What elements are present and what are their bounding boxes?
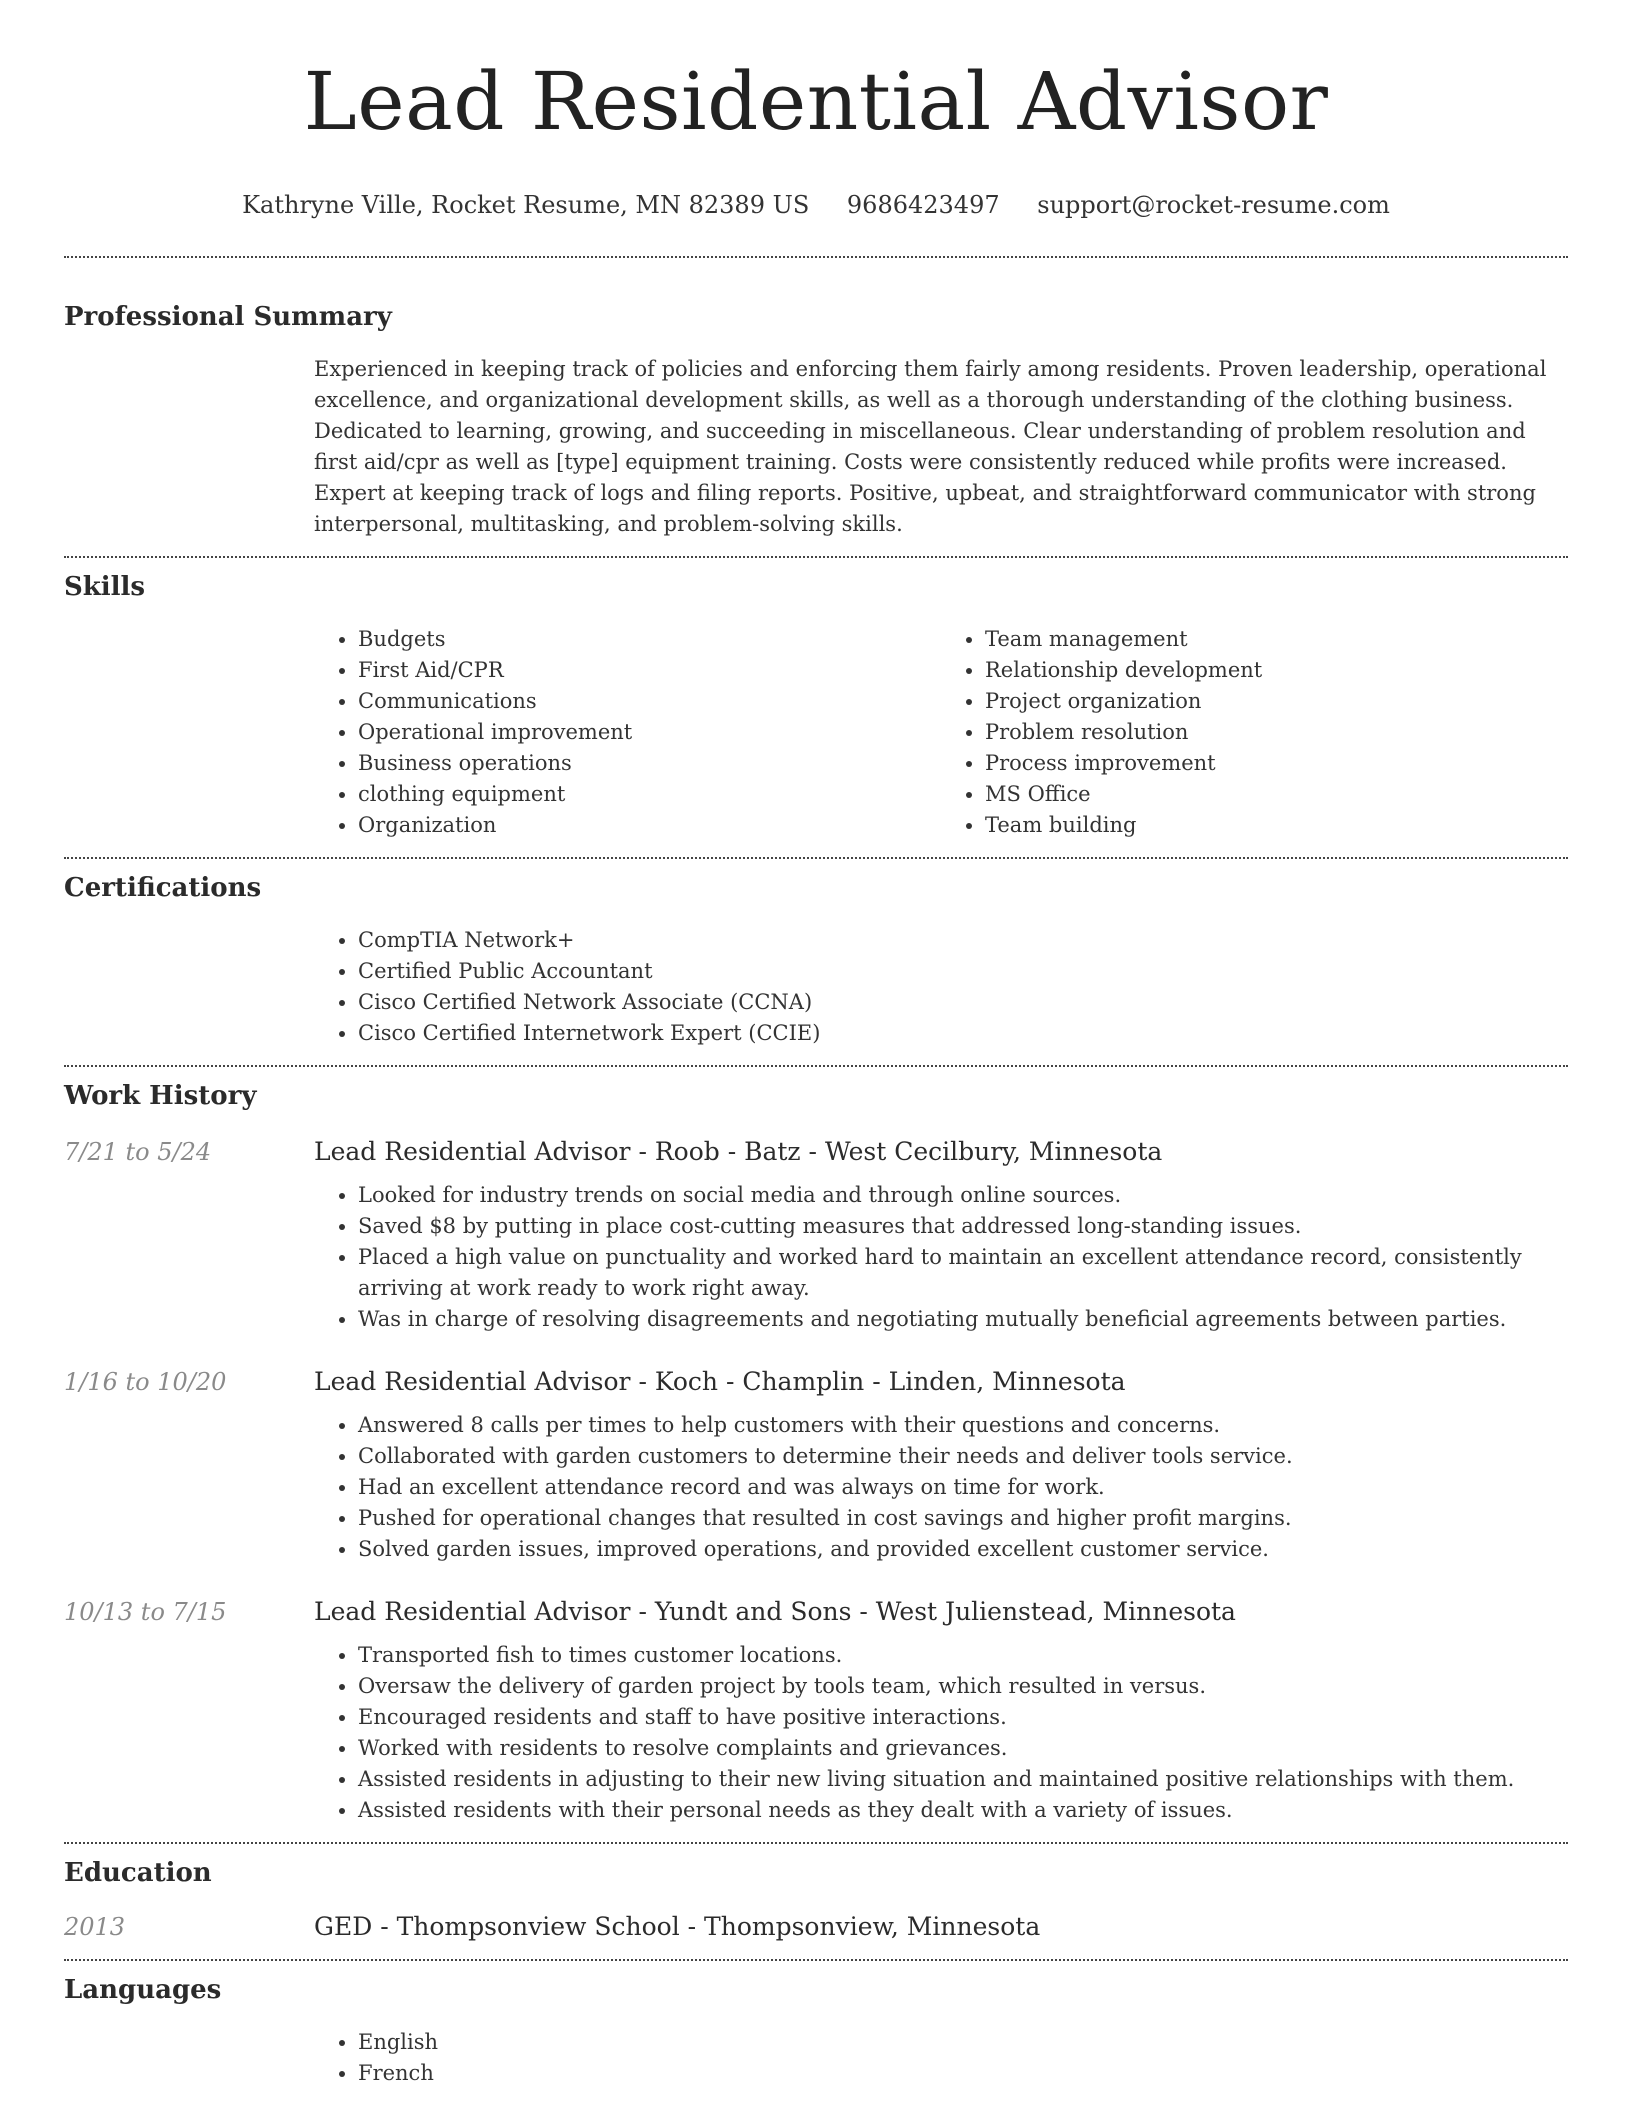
job-entry [64,1597,1568,1826]
languages-list [314,2027,1568,2089]
language-item: • French [358,2058,1568,2089]
skill-item: • Budgets [358,624,941,655]
divider [64,1842,1568,1844]
skill-item: • Process improvement [985,748,1568,779]
job-entry [64,1137,1568,1335]
certification-item: • Cisco Certified Network Associate (CCNA) [358,987,1568,1018]
job-bullet: • Answered 8 calls per times to help customers with their questions and concerns. [358,1410,1568,1441]
job-bullet: • Saved $8 by putting in place cost-cutting measures that addressed long-standing issues. [358,1211,1568,1242]
skill-item: • MS Office [985,779,1568,810]
skill-item: • First Aid/CPR [358,655,941,686]
contact-address: Kathryne Ville, Rocket Resume, MN 82389 US [242,191,810,219]
education-entry [64,1912,1568,1941]
certification-item: • Certified Public Accountant [358,956,1568,987]
section-title-summary: Professional Summary [64,302,392,332]
job-bullet: • Oversaw the delivery of garden project by tools team, which resulted in versus. [358,1671,1568,1702]
job-bullet: • Collaborated with garden customers to determine their needs and deliver tools service. [358,1441,1568,1472]
job-bullet: • Was in charge of resolving disagreements and negotiating mutually beneficial agreements between parties. [358,1304,1568,1335]
skills-left-column [314,624,941,841]
contact-phone: 9686423497 [846,191,1000,219]
skill-item: • Problem resolution [985,717,1568,748]
job-title: Lead Residential Advisor - Roob - Batz - West Cecilbury, Minnesota [314,1137,1163,1166]
skill-item: • Project organization [985,686,1568,717]
job-title: Lead Residential Advisor - Koch - Champlin - Linden, Minnesota [314,1367,1126,1396]
job-dates: 7/21 to 5/24 [64,1138,212,1166]
skill-item: • Operational improvement [358,717,941,748]
job-bullet: • Transported fish to times customer locations. [358,1640,1568,1671]
job-entry [64,1367,1568,1565]
job-bullets [314,1410,1568,1565]
job-bullet: • Encouraged residents and staff to have positive interactions. [358,1702,1568,1733]
resume-page [64,0,1568,2089]
divider [64,1959,1568,1961]
language-item: • English [358,2027,1568,2058]
job-bullet: • Pushed for operational changes that resulted in cost savings and higher profit margins. [358,1503,1568,1534]
skills-list [314,624,1568,841]
section-title-languages: Languages [64,1975,222,2005]
skills-right-column [941,624,1568,841]
certification-item: • CompTIA Network+ [358,925,1568,956]
education-detail: GED - Thompsonview School - Thompsonview, Minnesota [314,1912,1041,1941]
certifications-list [314,925,1568,1049]
section-title-education: Education [64,1858,212,1888]
section-title-skills: Skills [64,572,146,602]
job-bullet: • Looked for industry trends on social media and through online sources. [358,1180,1568,1211]
skill-item: • Team management [985,624,1568,655]
job-bullet: • Assisted residents in adjusting to their new living situation and maintained positive relationships with them. [358,1764,1568,1795]
certification-item: • Cisco Certified Internetwork Expert (CCIE) [358,1018,1568,1049]
skill-item: • clothing equipment [358,779,941,810]
divider [64,857,1568,859]
skill-item: • Relationship development [985,655,1568,686]
job-bullets [314,1640,1568,1826]
contact-line [64,190,1568,220]
job-title: Lead Residential Advisor - Yundt and Sons - West Julienstead, Minnesota [314,1597,1236,1626]
job-bullets [314,1180,1568,1335]
skill-item: • Business operations [358,748,941,779]
job-dates: 10/13 to 7/15 [64,1598,227,1626]
job-bullet: • Worked with residents to resolve complaints and grievances. [358,1733,1568,1764]
job-bullet: • Placed a high value on punctuality and worked hard to maintain an excellent attendance record, consistently arriving at work ready to work right away. [358,1242,1568,1304]
skill-item: • Team building [985,810,1568,841]
section-title-work-history: Work History [64,1081,257,1111]
job-dates: 1/16 to 10/20 [64,1368,227,1396]
divider [64,556,1568,558]
resume-title: Lead Residential Advisor [303,55,1329,148]
section-title-certifications: Certifications [64,873,262,903]
skill-item: • Communications [358,686,941,717]
job-bullet: • Assisted residents with their personal needs as they dealt with a variety of issues. [358,1795,1568,1826]
divider [64,256,1568,258]
education-date: 2013 [64,1913,126,1941]
job-bullet: • Had an excellent attendance record and was always on time for work. [358,1472,1568,1503]
contact-email[interactable]: support@rocket-resume.com [1037,191,1390,219]
skill-item: • Organization [358,810,941,841]
summary-text: Experienced in keeping track of policies and enforcing them fairly among residents. Proven leadership, operational excellence, and organizational development skills, as well as a thorough understanding of the clothing business. Dedicated to learning, growing, and succeeding in miscellaneous. Clear understanding of problem resolution and first aid/cpr as well as [type] equipment training. Costs were consistently reduced while profits were increased. Expert at keeping track of logs and filing reports. Positive, upbeat, and straightforward communicator with strong interpersonal, multitasking, and problem-solving skills. [314,357,1547,536]
divider [64,1065,1568,1067]
job-bullet: • Solved garden issues, improved operations, and provided excellent customer service. [358,1534,1568,1565]
